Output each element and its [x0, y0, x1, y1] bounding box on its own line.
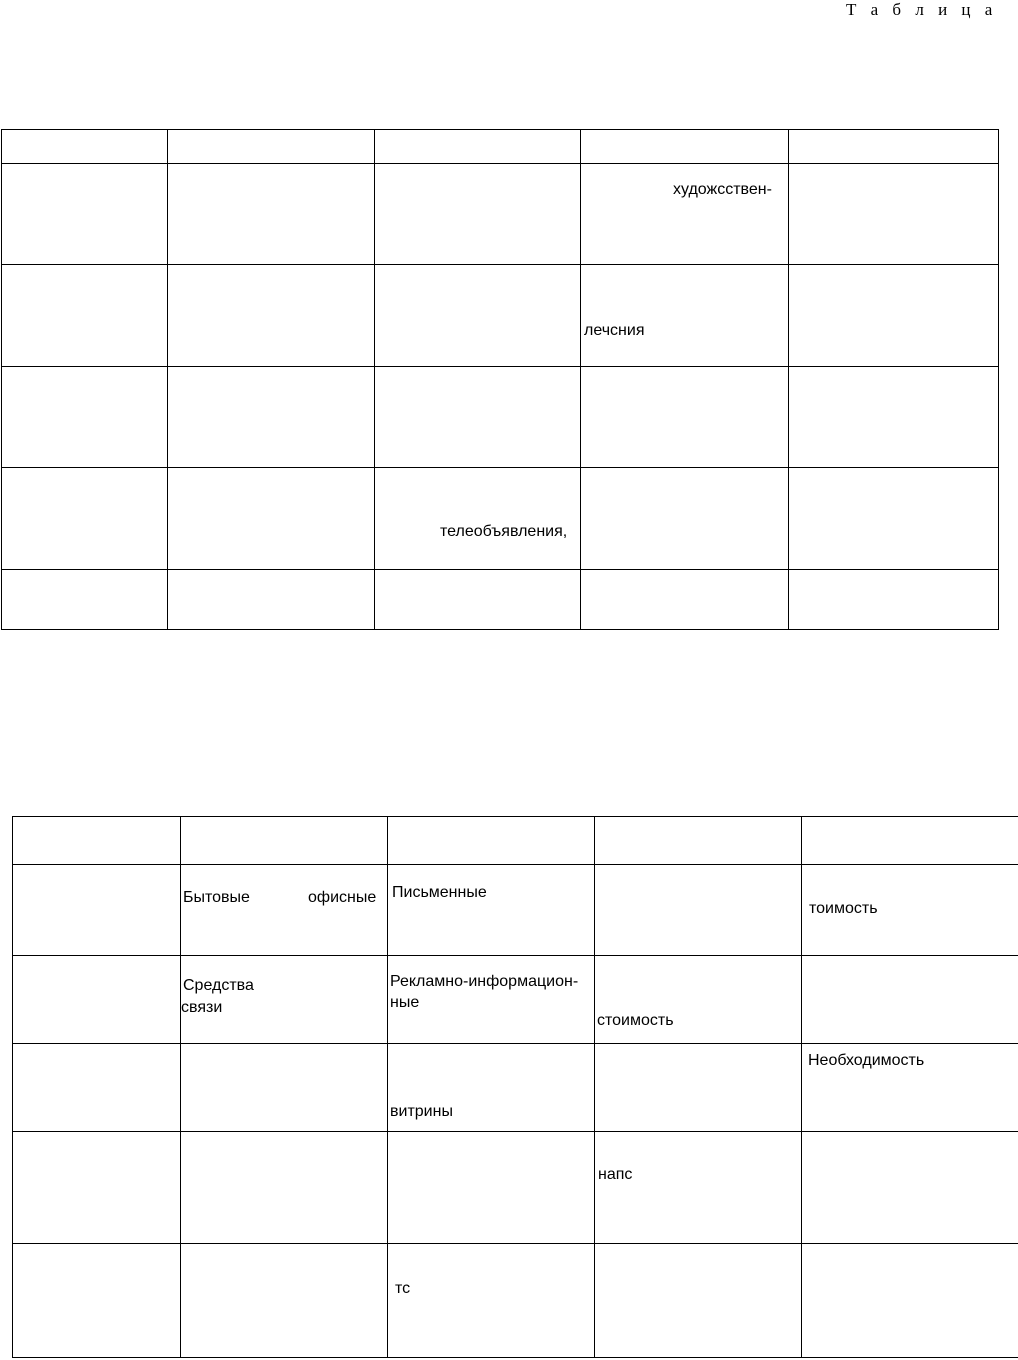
cell-text: стоимость	[597, 1012, 674, 1029]
table-cell	[375, 130, 581, 164]
table-cell	[13, 1244, 181, 1358]
table-row	[13, 956, 1018, 1044]
table-cell	[581, 570, 789, 630]
table-row	[13, 1044, 1018, 1132]
table-cell	[388, 1044, 595, 1132]
table-cell	[595, 817, 802, 865]
table-cell	[168, 265, 375, 367]
table-cell	[802, 1244, 1018, 1358]
cell-text: Бытовые	[183, 889, 250, 906]
cell-text: офисные	[308, 889, 377, 906]
table-1	[1, 129, 999, 630]
cell-text: тоимость	[809, 900, 878, 917]
table-cell	[2, 164, 168, 265]
table-cell	[388, 865, 595, 956]
table-cell	[2, 265, 168, 367]
table-cell	[789, 130, 999, 164]
table-cell	[581, 468, 789, 570]
table-2	[12, 816, 1018, 1358]
table-cell	[802, 1044, 1018, 1132]
table-cell	[13, 956, 181, 1044]
table-cell	[181, 817, 388, 865]
table-cell	[595, 1044, 802, 1132]
table-cell	[802, 1132, 1018, 1244]
table-caption: Т а б л и ц а	[846, 0, 998, 19]
cell-text: лечсния	[584, 322, 645, 339]
table-cell	[181, 1244, 388, 1358]
table-cell	[388, 1244, 595, 1358]
table-cell	[375, 570, 581, 630]
cell-text: связи	[181, 999, 223, 1016]
table-row	[13, 865, 1018, 956]
table-row	[2, 164, 999, 265]
cell-text: витрины	[390, 1103, 453, 1120]
cell-text: тс	[395, 1280, 411, 1297]
table-cell	[595, 865, 802, 956]
table-cell	[2, 130, 168, 164]
table-row	[2, 468, 999, 570]
table-cell	[13, 1132, 181, 1244]
table-cell	[375, 468, 581, 570]
table-cell	[789, 468, 999, 570]
cell-text: телеобъявления,	[440, 523, 568, 540]
table-cell	[789, 265, 999, 367]
table-cell	[375, 164, 581, 265]
table-row	[2, 570, 999, 630]
table-cell	[168, 570, 375, 630]
table-cell	[375, 265, 581, 367]
table-cell	[581, 164, 789, 265]
table-row	[2, 130, 999, 164]
table-cell	[789, 570, 999, 630]
table-cell	[581, 367, 789, 468]
table-cell	[581, 265, 789, 367]
table-cell	[789, 164, 999, 265]
table-row	[2, 367, 999, 468]
cell-text: Необходимость	[808, 1052, 925, 1069]
table-cell	[581, 130, 789, 164]
table-cell	[181, 1132, 388, 1244]
table-cell	[375, 367, 581, 468]
table-cell	[168, 367, 375, 468]
table-cell	[595, 1132, 802, 1244]
table-cell	[2, 367, 168, 468]
table-cell	[789, 367, 999, 468]
table-cell	[181, 865, 388, 956]
cell-text: Письменные	[392, 884, 487, 901]
table-cell	[388, 817, 595, 865]
cell-text: ные	[390, 994, 420, 1011]
table-cell	[802, 956, 1018, 1044]
table-cell	[595, 1244, 802, 1358]
table-cell	[388, 956, 595, 1044]
table-cell	[802, 865, 1018, 956]
table-cell	[168, 468, 375, 570]
table-cell	[2, 468, 168, 570]
table-cell	[181, 956, 388, 1044]
table-row	[13, 1132, 1018, 1244]
table-cell	[802, 817, 1018, 865]
table-cell	[13, 865, 181, 956]
table-cell	[168, 164, 375, 265]
table-cell	[13, 1044, 181, 1132]
cell-text: Средства	[183, 977, 254, 994]
cell-text: Рекламно-информацион-	[390, 973, 579, 990]
table-row	[13, 1244, 1018, 1358]
table-cell	[181, 1044, 388, 1132]
table-row	[13, 817, 1018, 865]
table-cell	[168, 130, 375, 164]
table-cell	[2, 570, 168, 630]
table-row	[2, 265, 999, 367]
cell-text: художсствен-	[673, 181, 772, 198]
table-cell	[388, 1132, 595, 1244]
table-cell	[595, 956, 802, 1044]
table-cell	[13, 817, 181, 865]
cell-text: напс	[598, 1166, 633, 1183]
